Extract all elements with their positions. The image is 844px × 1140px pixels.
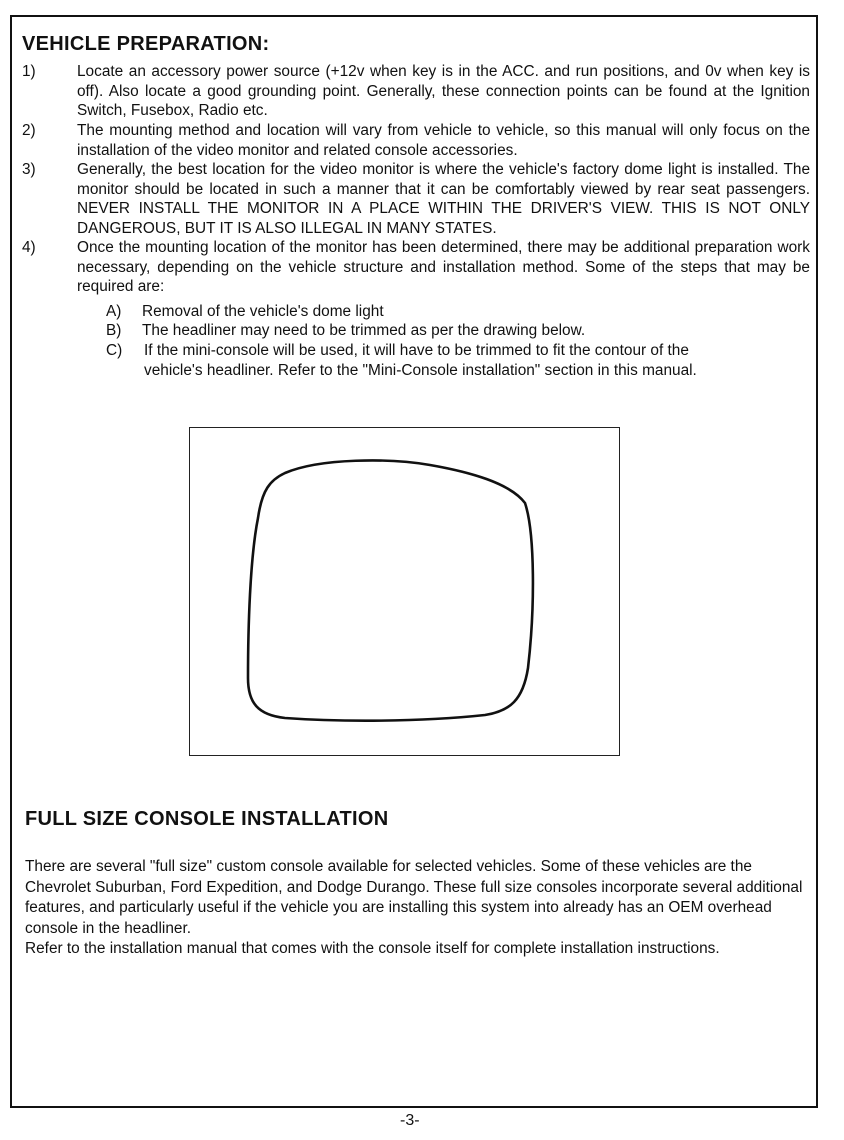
step-number: 2) <box>22 122 36 139</box>
sub-step-text: If the mini-console will be used, it will have to be trimmed to fit the contour of the vehicle's headliner. Refer to the "Mini-Console installation" section in this manual. <box>144 342 697 379</box>
step-number: 3) <box>22 161 36 178</box>
step-number: 1) <box>22 63 36 80</box>
full-size-console-paragraph: There are several "full size" custom console available for selected vehicles. Some of these vehicles are the Chevrolet Suburban, Ford Expedition, and Dodge Durango. These full size consoles incorporate several additional features, and particularly useful if the vehicle you are installing this system into already has an OEM overhead console in the headliner. <box>25 858 803 937</box>
sub-step-text: The headliner may need to be trimmed as per the drawing below. <box>142 322 586 339</box>
headliner-cutout-outline <box>190 428 621 757</box>
page-number: -3- <box>400 1112 420 1129</box>
full-size-console-body <box>25 857 815 960</box>
full-size-console-paragraph: Refer to the installation manual that comes with the console itself for complete installation instructions. <box>25 940 720 957</box>
step-text: The mounting method and location will vary from vehicle to vehicle, so this manual will only focus on the installation of the video monitor and related console accessories. <box>77 122 810 159</box>
vehicle-preparation-heading: VEHICLE PREPARATION: <box>22 33 270 55</box>
sub-step-text: Removal of the vehicle's dome light <box>142 303 384 320</box>
step-text: Locate an accessory power source (+12v when key is in the ACC. and run positions, and 0v when key is off). Also locate a good grounding point. Generally, these connection points can be found at the Ignition Switch, Fusebox, Radio etc. <box>77 63 810 119</box>
step-text: Once the mounting location of the monitor has been determined, there may be additional preparation work necessary, depending on the vehicle structure and installation method. Some of the steps that may be required are: <box>77 239 810 295</box>
sub-step-letter: A) <box>106 303 122 320</box>
full-size-console-heading: FULL SIZE CONSOLE INSTALLATION <box>25 808 389 830</box>
step-text: Generally, the best location for the video monitor is where the vehicle's factory dome light is installed. The monitor should be located in such a manner that it can be comfortably viewed by rear seat passengers. NEVER INSTALL THE MONITOR IN A PLACE WITHIN THE DRIVER'S VIEW. THIS IS NOT ONLY DANGEROUS, BUT IT IS ALSO ILLEGAL IN MANY STATES. <box>77 161 810 237</box>
step-number: 4) <box>22 239 36 256</box>
sub-step-letter: C) <box>106 342 123 359</box>
sub-step-letter: B) <box>106 322 122 339</box>
headliner-trim-drawing <box>189 427 620 756</box>
